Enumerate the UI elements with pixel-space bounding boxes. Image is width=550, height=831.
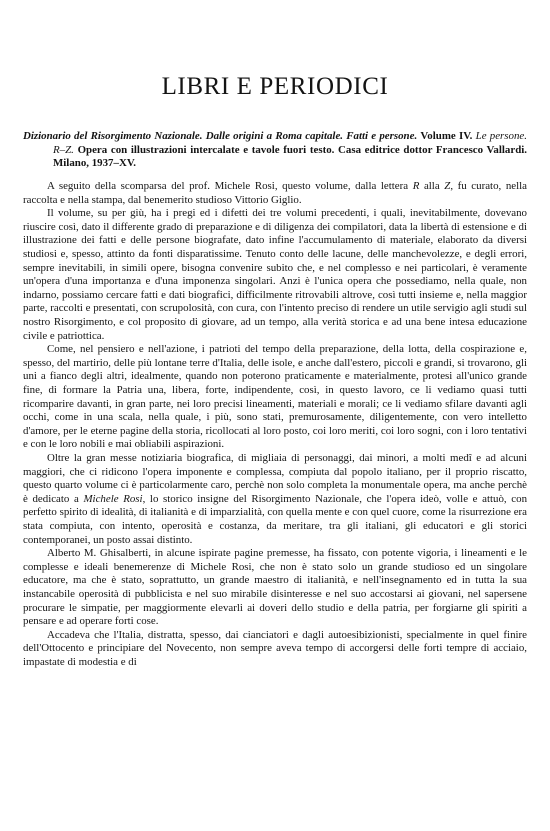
paragraph-1-letter-r: R [412, 180, 420, 193]
paragraph-1-text-e: , fu curato, nella raccolta e nella stampa, dal benemerito studioso Vittorio Giglio. [23, 180, 527, 206]
citation-publisher: Opera con illustrazioni intercalate e tavole fuori testo. Casa editrice dottor Francesco Vallardi. Milano, 1937–XV. [53, 143, 527, 170]
citation-title: Dizionario del Risorgimento Nazionale. Dalle origini a Roma capitale. Fatti e persone. [23, 130, 418, 142]
paragraph-5: Alberto M. Ghisalberti, in alcune ispirate pagine premesse, ha fissato, con potente vigoria, i lineamenti e le complesse e ideali benemerenze di Michele Rosi, che non è stato solo un grande studioso ed un singolare educatore, ma che è stato, soprattutto, un grande maestro di italianità, e nell'insegnamento ed in tutta la sua instancabile operosità di pubblicista e nel suo mirabile disinteresse e nel suo accostarsi ai giovani, nel sapersene procurare le simpatie, per maggiormente elevarli ai doveri dello studio e della patria, per forgiarne gli spiriti a pensare e ad operare forti cose. [23, 547, 527, 628]
citation-subtitle: Le persone. R–Z. [53, 130, 527, 156]
paragraph-4 [23, 452, 527, 547]
paragraph-1-text-c: alla [419, 180, 445, 193]
section-heading: LIBRI E PERIODICI [161, 73, 389, 100]
paragraph-4-text-c: , lo storico insigne del Risorgimento Nazionale, che l'opera ideò, volle e attuò, con perfetto spirito di idealità, di italianità e di imparzialità, con quella mente e con quel cuore, come la risurrezione era stata compiuta, con intento, operosità e costanza, da meritare, tra gli italiani, gli educatori e gli storici contemporanei, un posto assai distinto. [23, 492, 528, 546]
paragraph-3: Come, nel pensiero e nell'azione, i patrioti del tempo della preparazione, della lotta, della cospirazione e, spesso, del martirio, delle più lontane terre d'Italia, delle isole, e anche dall'estero, piccoli e grandi, si trovarono, gli uni a fianco degli altri, idealmente, quando non poterono praticamente e materialmente, protesi all'unico grande fine, di formare la Patria una, libera, forte, indipendente, così, in questo lavoro, ce li vediamo quasi tutti ricomparire davanti, in gran parte, nei loro precisi lineamenti, materiali e morali; ce li vediamo sfilare davanti agli occhi, come in una scala, nella quale, i più, sono stati, premurosamente, diligentemente, con vero intelletto d'amore, per le eterne pagine della storia, ricollocati al loro posto, coi loro meriti, coi loro sogni, con i loro tentativi e con le loro nobili e mai obliabili aspirazioni. [23, 343, 527, 451]
paragraph-1-text-a: A seguito della scomparsa del prof. Michele Rosi, questo volume, dalla lettera [47, 180, 413, 193]
book-citation [23, 130, 527, 171]
paragraph-4-name-italic: Michele Rosi [83, 492, 143, 505]
paragraph-1 [23, 180, 527, 207]
paragraph-2: Il volume, su per giù, ha i pregi ed i difetti dei tre volumi precedenti, i quali, inevitabilmente, dovevano riuscire così, dato il differente grado di preparazione e di diligenza dei compilatori, data la libertà di estensione e di illustrazione dei fatti e delle persone biografate, dato infine l'accumulamento di materiale, elaborato da diversi studiosi e, spesso, attinto da fonti disparatissime. Tenuto conto delle lacune, delle manchevolezze, e degli errori, sempre inevitabili, in simili opere, bisogna convenire subito che, e nel complesso e nei particolari, è veramente un'opera d'una importanza e d'una imponenza singolari. Anzi è l'unica opera che possediamo, nella quale, non indarno, possiamo cercare fatti e dati biografici, difficilmente ritrovabili altrove, così tutti insieme e, nella maggior parte, raccolti e presentati, con scrupolosità, con cura, con l'intento preciso di rendere un utile servigio agli studi sul nostro Risorgimento, e col proposito di giovare, ad un tempo, alla verità storica e ad una bene intesa educazione civile e patriottica. [23, 207, 527, 342]
paragraph-4-text-a: Oltre la gran messe notiziaria biografica, di migliaia di personaggi, dai minori, a molti medî e ad alcuni maggiori, che ci ridicono l'opera imponente e complessa, compiuta dal popolo italiano, per il proprio riscatto, questo quarto volume ci è particolarmente caro, perchè non solo completa la monumentale opera, ma anche perchè è dedicato a [23, 451, 527, 505]
paragraph-6: Accadeva che l'Italia, distratta, spesso, dai cianciatori e dagli autoesibizionisti, specialmente in quel finire dell'Ottocento e principiare del Novecento, non sempre aveva tempo di accorgersi delle forti tempre di acciaio, impastate di modestia e di [23, 628, 527, 668]
paragraph-1-letter-z: Z [444, 180, 451, 193]
citation-volume: Volume IV. [420, 130, 473, 142]
